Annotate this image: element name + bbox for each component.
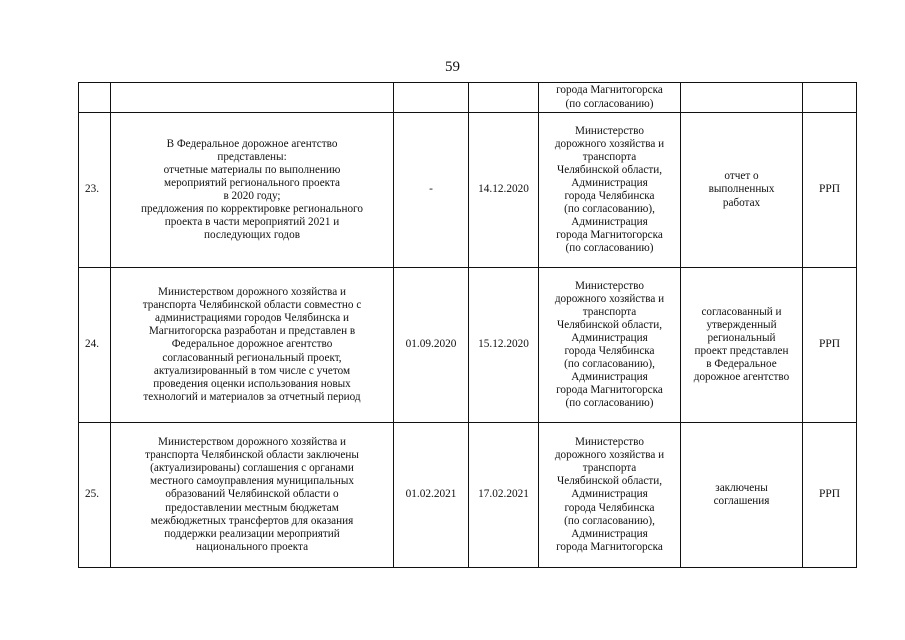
- text-line: транспорта: [582, 462, 637, 475]
- table-row-continuation: [79, 83, 857, 113]
- text-line: Министерство: [575, 279, 644, 292]
- cell-code: [803, 83, 857, 113]
- text-line: национального проекта: [195, 540, 309, 553]
- text-line: в 2020 году;: [223, 190, 281, 202]
- text-line: актуализированный в том числе с учетом: [153, 364, 351, 377]
- cell-start-date: 01.09.2020: [394, 268, 469, 423]
- text-line: согласованный региональный проект,: [162, 351, 342, 364]
- cell-responsible: [539, 113, 681, 268]
- text-line: проект представлен: [694, 345, 789, 357]
- cell-responsible: [539, 83, 681, 113]
- text-line: города Челябинска: [564, 501, 655, 514]
- text-line: согласованный и: [701, 305, 782, 318]
- text-line: дорожного хозяйства и: [554, 292, 665, 305]
- text-line: предложения по корректировке регионального: [141, 203, 363, 216]
- cell-responsible: [539, 268, 681, 423]
- cell-result: [681, 83, 803, 113]
- text-line: представлены:: [217, 150, 287, 163]
- text-line: Администрация: [571, 527, 648, 540]
- text-line: местного самоуправления муниципальных: [150, 475, 354, 488]
- cell-code: РРП: [803, 113, 857, 268]
- cell-description: [111, 268, 394, 423]
- text-line: города Магнитогорска: [556, 540, 663, 553]
- text-line: города Челябинска: [564, 345, 655, 357]
- text-line: предоставлении местным бюджетам: [165, 501, 339, 514]
- text-line: города Магнитогорска: [556, 384, 663, 397]
- cell-start-date: [394, 83, 469, 113]
- text-line: дорожного хозяйства и: [554, 449, 665, 462]
- text-line: Администрация: [571, 176, 648, 189]
- cell-number: 23.: [79, 113, 111, 268]
- text-line: Министерство: [575, 436, 644, 449]
- table-row: [79, 113, 857, 268]
- text-line: мероприятий регионального проекта: [164, 176, 340, 189]
- text-line: последующих годов: [203, 229, 300, 242]
- text-line: Администрация: [571, 216, 648, 229]
- cell-description: [111, 423, 394, 568]
- text-line: города Магнитогорска: [556, 229, 663, 242]
- cell-end-date: 15.12.2020: [469, 268, 539, 423]
- cell-number: [79, 83, 111, 113]
- text-line: транспорта: [582, 150, 637, 163]
- text-line: Министерством дорожного хозяйства и: [158, 286, 346, 299]
- text-line: образований Челябинской области о: [165, 488, 339, 501]
- text-line: (по согласованию): [565, 397, 654, 410]
- text-line: (по согласованию),: [564, 358, 655, 371]
- cell-description: [111, 83, 394, 113]
- cell-description: [111, 113, 394, 268]
- text-line: города Челябинска: [564, 190, 655, 202]
- text-line: (актуализированы) соглашения с органами: [150, 462, 354, 475]
- text-line: (по согласованию): [565, 242, 654, 255]
- cell-end-date: [469, 83, 539, 113]
- text-line: отчетные материалы по выполнению: [163, 163, 341, 176]
- text-line: В Федеральное дорожное агентство: [166, 137, 338, 150]
- cell-number: 25.: [79, 423, 111, 568]
- cell-end-date: 17.02.2021: [469, 423, 539, 568]
- cell-result: [681, 423, 803, 568]
- text-line: Администрация: [571, 488, 648, 501]
- cell-start-date: -: [394, 113, 469, 268]
- text-line: заключены: [715, 481, 768, 494]
- text-line: Министерством дорожного хозяйства и: [158, 436, 346, 449]
- text-line: транспорта Челябинской области заключены: [145, 449, 359, 462]
- text-line: администрациями городов Челябинска и: [155, 312, 349, 325]
- text-line: (по согласованию): [565, 97, 654, 110]
- cell-responsible: [539, 423, 681, 568]
- text-line: (по согласованию),: [564, 203, 655, 216]
- text-line: транспорта Челябинской области совместно с: [142, 299, 362, 312]
- text-line: города Магнитогорска: [556, 84, 663, 97]
- text-line: в Федеральное: [706, 358, 777, 371]
- text-line: Администрация: [571, 331, 648, 344]
- text-line: Администрация: [571, 371, 648, 384]
- text-line: Челябинской области,: [556, 475, 663, 488]
- text-line: Магнитогорска разработан и представлен в: [148, 325, 356, 338]
- text-line: проекта в части мероприятий 2021 и: [164, 216, 340, 229]
- text-line: поддержки реализации мероприятий: [164, 527, 340, 540]
- text-line: работах: [722, 196, 761, 209]
- cell-end-date: 14.12.2020: [469, 113, 539, 268]
- text-line: (по согласованию),: [564, 514, 655, 527]
- text-line: дорожного хозяйства и: [554, 137, 665, 150]
- table-row: [79, 268, 857, 423]
- cell-start-date: 01.02.2021: [394, 423, 469, 568]
- text-line: утвержденный: [706, 318, 777, 331]
- text-line: отчет о: [724, 170, 759, 183]
- schedule-table: [78, 82, 857, 568]
- cell-code: РРП: [803, 268, 857, 423]
- text-line: межбюджетных трансфертов для оказания: [150, 514, 354, 527]
- text-line: выполненных: [708, 183, 775, 196]
- text-line: Челябинской области,: [556, 163, 663, 176]
- text-line: региональный: [707, 331, 776, 344]
- cell-code: РРП: [803, 423, 857, 568]
- text-line: транспорта: [582, 305, 637, 318]
- text-line: Федеральное дорожное агентство: [171, 338, 333, 351]
- text-line: дорожное агентство: [693, 371, 790, 384]
- text-line: Министерство: [575, 124, 644, 137]
- text-line: технологий и материалов за отчетный период: [143, 390, 361, 403]
- text-line: соглашения: [713, 495, 770, 507]
- cell-number: 24.: [79, 268, 111, 423]
- text-line: Челябинской области,: [556, 318, 663, 331]
- page-number: 59: [445, 59, 460, 75]
- cell-result: [681, 268, 803, 423]
- table-row: [79, 423, 857, 568]
- text-line: проведения оценки использования новых: [153, 377, 351, 390]
- cell-result: [681, 113, 803, 268]
